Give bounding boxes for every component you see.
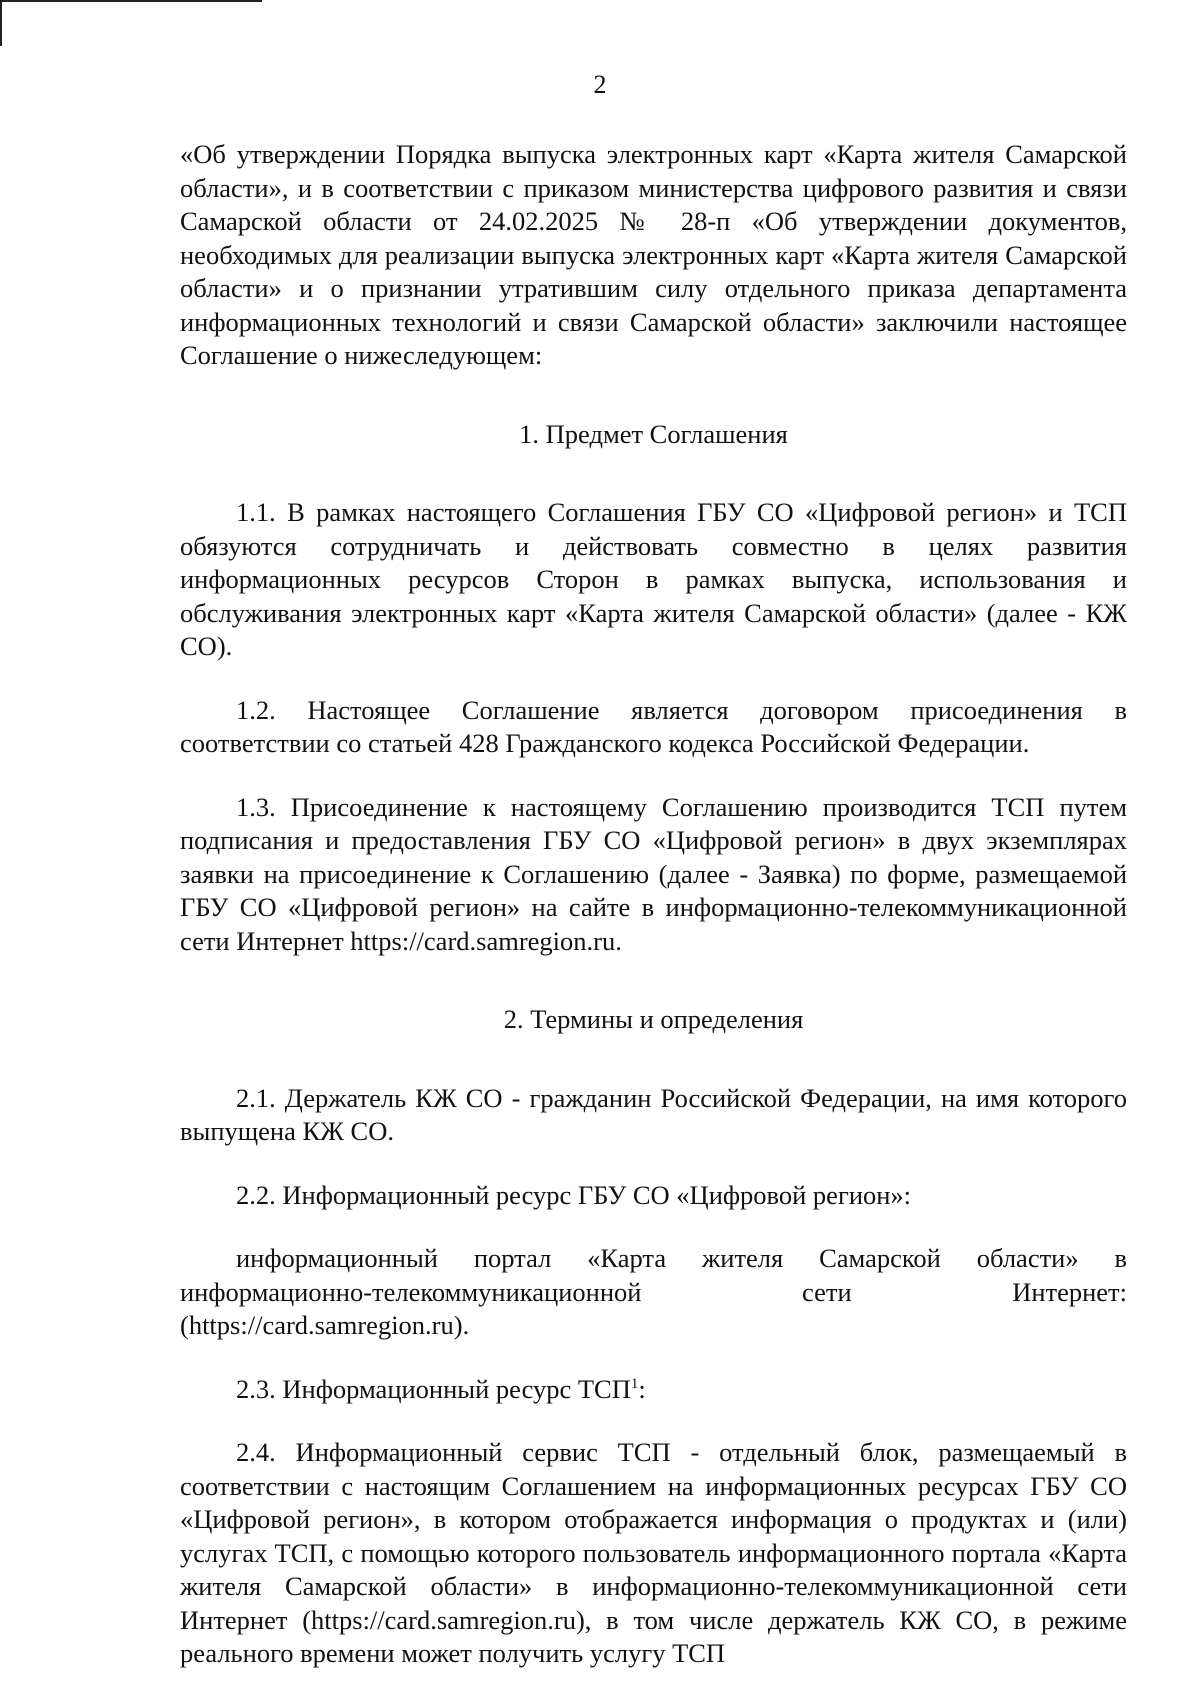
- clause-2-2-detail: [180, 1242, 1127, 1343]
- clause-1-1: 1.1. В рамках настоящего Соглашения ГБУ СО «Цифровой регион» и ТСП обязуются сотрудничать и действовать совместно в целях развития информационных ресурсов Сторон в рамках выпуска, использования и обслуживания электронных карт «Карта жителя Самарской области» (далее - КЖ СО).: [180, 497, 1127, 661]
- clause-2-3-text: 2.3. Информационный ресурс ТСП: [236, 1373, 631, 1404]
- clause-2-4: 2.4. Информационный сервис ТСП - отдельный блок, размещаемый в соответствии с настоящим Соглашением на информационных ресурсах ГБУ СО «Цифровой регион», в котором отображается информация о продуктах и (или) услугах ТСП, с помощью которого пользователь информационного портала «Карта жителя Самарской области» в информационно-телекоммуникационной сети Интернет (https://card.samregion.ru), в том числе держатель КЖ СО, в режиме реального времени может получить услугу ТСП: [180, 1437, 1127, 1668]
- section-1-heading: 1. Предмет Соглашения: [519, 418, 788, 449]
- section-2-heading: 2. Термины и определения: [503, 1004, 804, 1034]
- clause-2-2-detail-line: информационно-телекоммуникационной сети Интернет:: [180, 1276, 1127, 1307]
- clause-2-1: 2.1. Держатель КЖ СО - гражданин Российской Федерации, на имя которого выпущена КЖ СО.: [180, 1082, 1127, 1146]
- clause-1-2: 1.2. Настоящее Соглашение является договором присоединения в соответствии со статьей 428 Гражданского кодекса Российской Федерации.: [180, 694, 1127, 758]
- clause-2-3: [180, 1373, 1127, 1407]
- clause-2-2-detail-line: информационный портал «Карта жителя Самарской области» в: [236, 1243, 1127, 1273]
- clause-1-3: 1.3. Присоединение к настоящему Соглашению производится ТСП путем подписания и предоставления ГБУ СО «Цифровой регион» в двух экземплярах заявки на присоединение к Соглашению (далее - Заявка) по форме, размещаемой ГБУ СО «Цифровой регион» на сайте в информационно-телекоммуникационной сети Интернет https://card.samregion.ru.: [180, 791, 1127, 956]
- footnote-marker: 1: [630, 1375, 639, 1392]
- intro-paragraph: «Об утверждении Порядка выпуска электронных карт «Карта жителя Самарской области», и в соответствии с приказом министерства цифрового развития и связи Самарской области от 24.02.2025 № 28-п «Об утверждении документов, необходимых для реализации выпуска электронных карт «Карта жителя Самарской области» и о признании утратившим силу отдельного приказа департамента информационных технологий и связи Самарской области» заключили настоящее Соглашение о нижеследующем:: [180, 139, 1127, 370]
- scan-edge-artifact: [0, 0, 2, 46]
- clause-2-2: 2.2. Информационный ресурс ГБУ СО «Цифровой регион»:: [236, 1179, 912, 1210]
- scan-edge-artifact: [0, 0, 262, 2]
- page-number: 2: [593, 70, 607, 99]
- clause-2-2-detail-line: (https://card.samregion.ru).: [180, 1310, 470, 1340]
- document-body: [180, 138, 1127, 1671]
- clause-2-3-colon: :: [638, 1373, 646, 1404]
